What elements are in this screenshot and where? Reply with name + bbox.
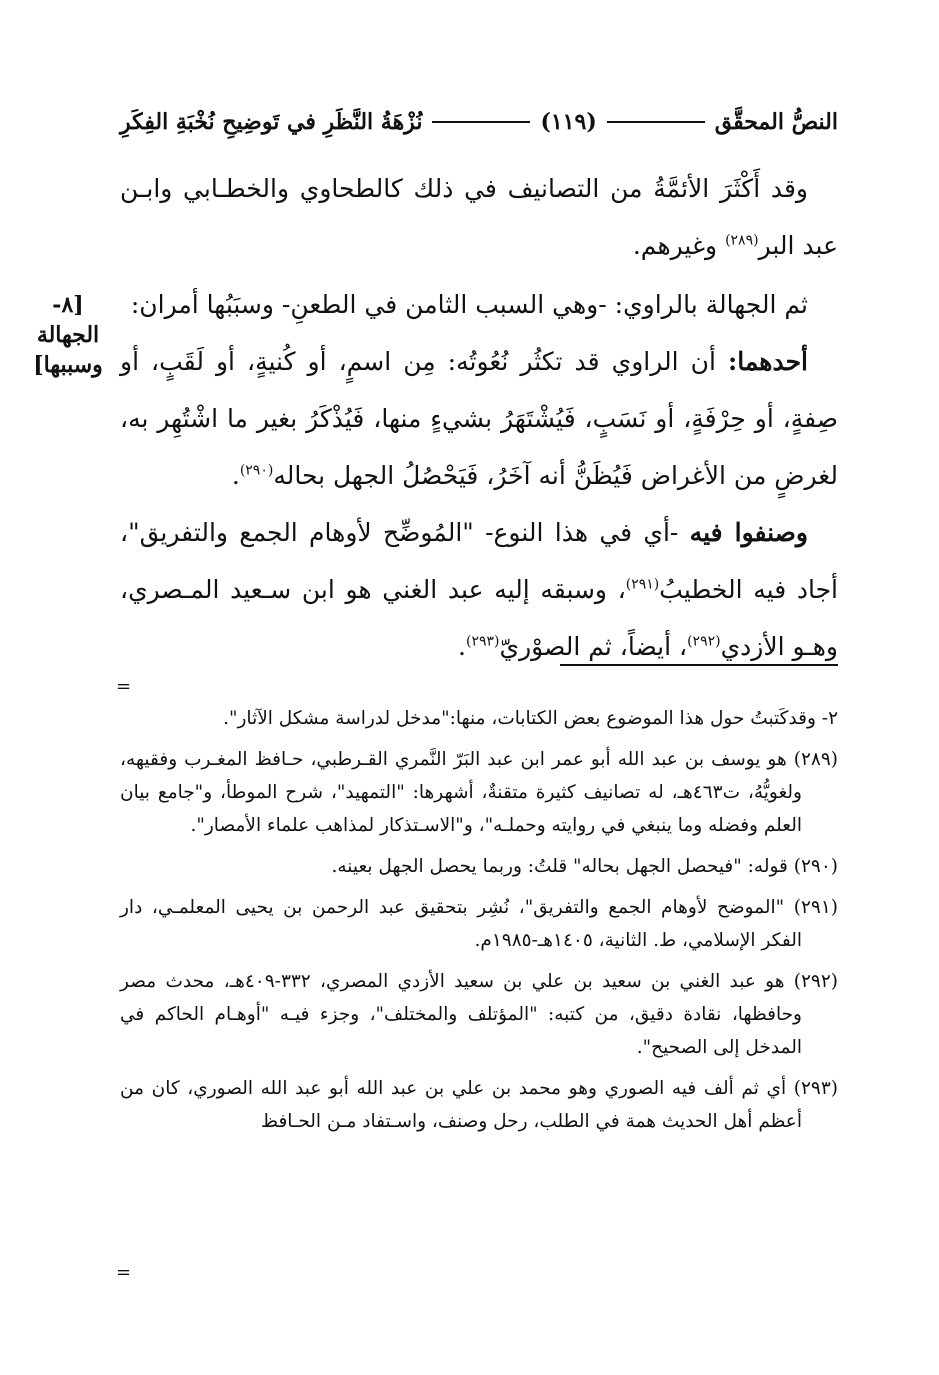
paragraph [120, 504, 838, 675]
header-book-title: نُزْهَةُ النَّظَرِ في تَوضِيحِ نُخْبَةِ الفِكَرِ [120, 109, 423, 135]
margin-note-line: [٨- [52, 292, 84, 318]
paragraph-text: . [458, 632, 466, 661]
footnote-number: ٢- [821, 708, 838, 729]
footnote [120, 743, 838, 842]
margin-note [22, 290, 114, 380]
footnotes [120, 702, 838, 1146]
paragraph [120, 333, 838, 504]
footnote-ref: (٢٨٩) [725, 232, 759, 249]
paragraph-text: أن الراوي قد تكثُر نُعُوتُه: مِن اسمٍ، أو كُنيةٍ، أو لَقَبٍ، أو صِفةٍ، أو حِرْفَةٍ، أو نَسَبٍ، فَيُشْتَهَرُ بشيءٍ منها، فَيُذْكَرُ بغير ما اشْتُهِر به، لغرضٍ من الأغراض فَيُظَنُّ أنه آخَرُ، فَيَحْصُلُ الجهل بحاله [120, 347, 838, 490]
paragraph-text: ، أيضاً، ثم الصوْريّ [499, 632, 688, 661]
margin-note-line: وسببها] [33, 352, 103, 378]
footnote-number: (٢٩٣) [793, 1078, 838, 1099]
paragraph [120, 160, 838, 274]
running-header [120, 98, 838, 146]
footnote [120, 702, 838, 735]
footnote-text: هو يوسف بن عبد الله أبو عمر ابن عبد البَرّ النَّمري القـرطبي، حـافظ المغـرب وفقيهه، ولغويُّهُ، ت٤٦٣هـ، له تصانيف كثيرة متقنةٌ، أشهرها: "التمهيد"، شرح الموطأ، و"جامع بيان العلم وفضله وما ينبغي في روايته وحملـه"، و"الاسـتذكار لمذاهب علماء الأمصار". [120, 749, 802, 836]
continuation-mark: = [116, 1262, 132, 1283]
footnote-number: (٢٩٢) [793, 971, 838, 992]
paragraph-text: ، وسبقه إليه عبد الغني هو ابن سـعيد المـصري، وهـو الأزدي [120, 575, 838, 661]
footnote-ref: (٢٩٠) [239, 462, 274, 479]
header-rule-right [607, 121, 705, 123]
footnote-ref: (٢٩٣) [466, 633, 500, 650]
main-text [120, 160, 838, 675]
footnote-text: هو عبد الغني بن سعيد بن علي بن سعيد الأزدي المصري، ٣٣٢-٤٠٩هـ، محدث مصر وحافظها، نقادة دقيق، من كتبه: "المؤتلف والمختلف"، وجزء فيـه "أوهـام الحاكم في المدخل إلى الصحيح". [120, 971, 802, 1058]
continuation-mark: = [116, 676, 132, 697]
paragraph-text: ثم الجهالة بالراوي: -وهي السبب الثامن في الطعنِ- وسبَبُها أمران: [130, 290, 808, 319]
footnote [120, 1072, 838, 1138]
footnote [120, 850, 838, 883]
footnote [120, 965, 838, 1064]
margin-note-line: الجهالة [36, 322, 100, 348]
page-number: (١١٩) [540, 109, 597, 135]
footnote-text: "الموضح لأوهام الجمع والتفريق"، نُشِر بتحقيق عبد الرحمن بن يحيى المعلمـي، دار الفكر الإسلامي، ط. الثانية، ١٤٠٥هـ-١٩٨٥م. [120, 897, 802, 951]
paragraph-text: -أي في هذا النوع- "المُوضِّح لأوهام الجمع والتفريق"، أجاد فيه الخطيبُ [120, 518, 838, 604]
footnote-text: قوله: "فيحصل الجهل بحاله" قلتُ: وربما يحصل الجهل بعينه. [331, 856, 788, 877]
lead-term: أحدهما: [727, 347, 808, 376]
footnote-ref: (٢٩١) [625, 576, 660, 593]
footnote [120, 891, 838, 957]
footnote-number: (٢٨٩) [793, 749, 838, 770]
paragraph-text: . [231, 461, 240, 490]
footnote-separator [560, 664, 838, 666]
footnote-number: (٢٩٠) [793, 856, 838, 877]
lead-term: وصنفوا فيه [689, 518, 808, 547]
paragraph-text: وغيرهم. [632, 231, 726, 260]
paragraph [120, 276, 838, 333]
footnote-text: وقدكَتبتُ حول هذا الموضوع بعض الكتابات، منها:"مدخل لدراسة مشكل الآثار". [223, 708, 816, 729]
paragraph-text: وقد أَكْثَرَ الأئمَّةُ من التصانيف في ذلك كالطحاوي والخطـابي وابـن عبد البر [120, 174, 838, 260]
header-section-label: النصُّ المحقَّق [714, 109, 838, 135]
footnote-text: أي ثم ألف فيه الصوري وهو محمد بن علي بن عبد الله أبو عبد الله الصوري، كان من أعظم أهل الحديث همة في الطلب، رحل وصنف، واسـتفاد مـن الحـافظ [120, 1078, 802, 1132]
footnote-ref: (٢٩٢) [687, 633, 721, 650]
header-rule-left [432, 121, 530, 123]
footnote-number: (٢٩١) [793, 897, 839, 918]
